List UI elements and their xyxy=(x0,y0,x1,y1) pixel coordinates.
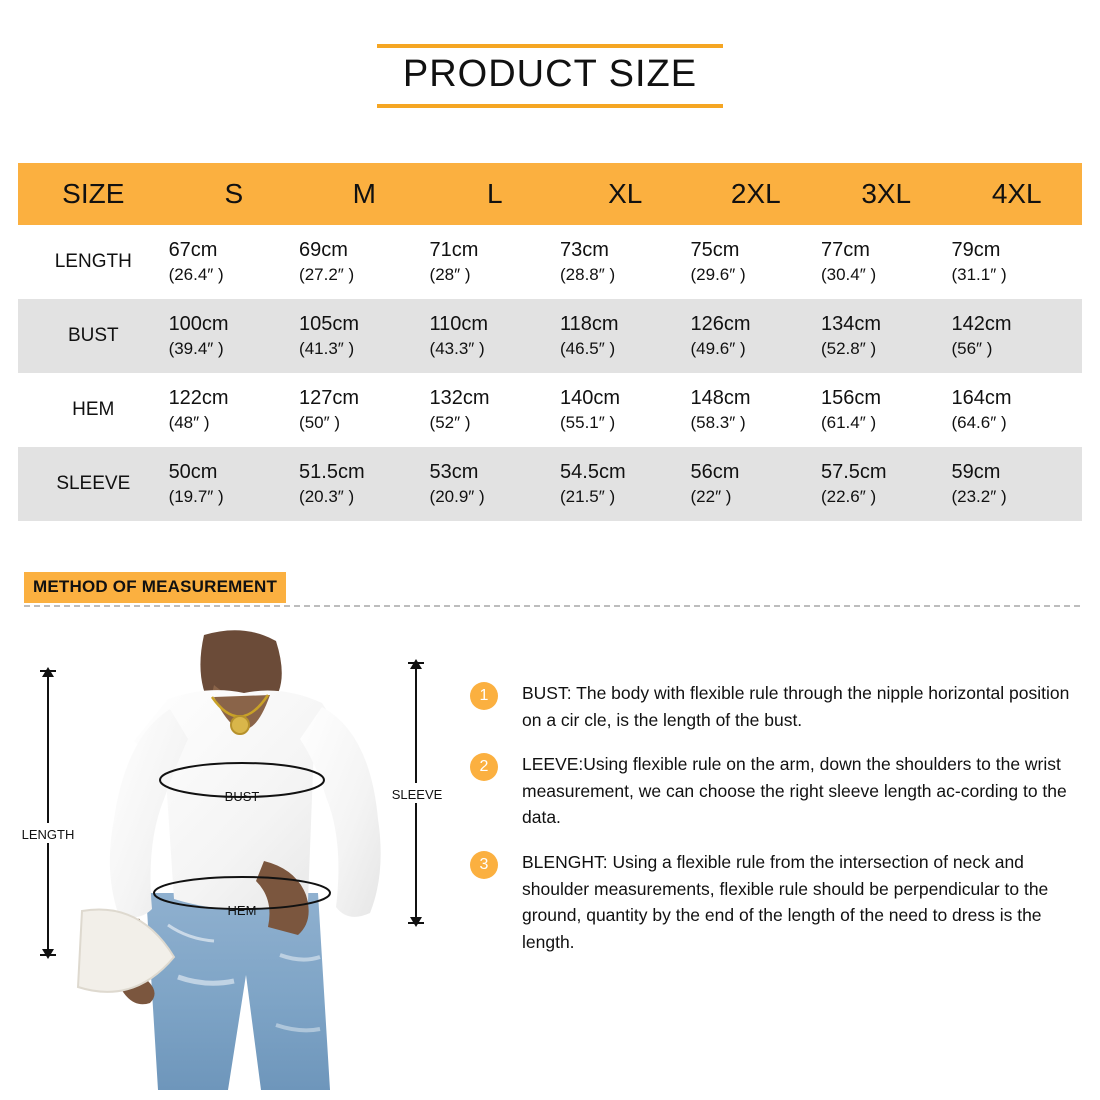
cell-bust-m xyxy=(299,299,429,373)
cell-sleeve-3xl xyxy=(821,447,951,521)
cell-bust-2xl xyxy=(691,299,821,373)
value-inch: (22.6″ ) xyxy=(820,487,877,507)
value-cm: 67cm xyxy=(168,239,218,262)
value-inch: (50″ ) xyxy=(299,413,341,433)
value-cm: 105cm xyxy=(299,313,360,336)
page-title: PRODUCT SIZE xyxy=(377,44,723,108)
illustration-label-length: LENGTH xyxy=(21,827,75,842)
value-inch: (27.2″ ) xyxy=(299,265,355,285)
cell-hem-m xyxy=(299,373,429,447)
size-table xyxy=(18,163,1082,521)
table-row xyxy=(18,299,1082,373)
value-inch: (48″ ) xyxy=(168,413,210,433)
value-inch: (56″ ) xyxy=(951,339,993,359)
note-text-sleeve: LEEVE:Using flexible rule on the arm, down the shoulders to the wrist measurement, we can choose the right sleeve length ac-cording to the data. xyxy=(522,754,1067,828)
value-inch: (43.3″ ) xyxy=(429,339,485,359)
cell-length-xl xyxy=(560,225,690,299)
value-inch: (23.2″ ) xyxy=(951,487,1007,507)
value-cm: 126cm xyxy=(690,313,751,336)
table-header-2xl: 2XL xyxy=(730,178,781,209)
value-cm: 56cm xyxy=(690,461,740,484)
measurement-illustration xyxy=(18,625,468,1090)
value-inch: (22″ ) xyxy=(690,487,732,507)
table-header-m: M xyxy=(352,178,376,209)
method-of-measurement-label: METHOD OF MEASUREMENT xyxy=(24,572,286,603)
cell-hem-xl xyxy=(560,373,690,447)
row-label-bust: BUST xyxy=(67,325,119,346)
table-row xyxy=(18,447,1082,521)
note-item xyxy=(462,849,1080,955)
table-header-xl: XL xyxy=(608,178,643,209)
cell-sleeve-4xl xyxy=(951,447,1082,521)
dashed-divider xyxy=(24,605,1080,607)
cell-bust-s xyxy=(169,299,299,373)
cell-bust-xl xyxy=(560,299,690,373)
cell-hem-2xl xyxy=(691,373,821,447)
row-label-length: LENGTH xyxy=(54,251,132,272)
cell-sleeve-m xyxy=(299,447,429,521)
table-header-s: S xyxy=(224,178,244,209)
value-cm: 75cm xyxy=(690,239,740,262)
value-cm: 77cm xyxy=(820,239,870,262)
value-cm: 100cm xyxy=(168,313,229,336)
value-cm: 59cm xyxy=(951,461,1001,484)
illustration-label-sleeve: SLEEVE xyxy=(391,787,443,802)
value-inch: (52″ ) xyxy=(429,413,471,433)
value-cm: 148cm xyxy=(690,387,751,410)
cell-sleeve-s xyxy=(169,447,299,521)
value-cm: 71cm xyxy=(429,239,479,262)
note-text-length: BLENGHT: Using a flexible rule from the intersection of neck and shoulder measurements, flexible rule should be perpendicular to the ground, quantity by the end of the length of the need to dress is the length. xyxy=(522,851,1049,952)
value-inch: (28.8″ ) xyxy=(560,265,616,285)
table-header-l: L xyxy=(486,178,503,209)
table-row xyxy=(18,373,1082,447)
cell-length-l xyxy=(430,225,560,299)
note-number-2: 2 xyxy=(470,753,498,781)
value-inch: (26.4″ ) xyxy=(168,265,224,285)
value-cm: 79cm xyxy=(951,239,1001,262)
value-inch: (55.1″ ) xyxy=(560,413,616,433)
value-inch: (61.4″ ) xyxy=(820,413,877,433)
value-inch: (39.4″ ) xyxy=(168,339,224,359)
cell-sleeve-2xl xyxy=(691,447,821,521)
note-text-bust: BUST: The body with flexible rule through the nipple horizontal position on a cir cle, is the length of the bust. xyxy=(522,683,1070,730)
value-inch: (46.5″ ) xyxy=(560,339,616,359)
table-header-3xl: 3XL xyxy=(861,178,912,209)
value-inch: (49.6″ ) xyxy=(690,339,746,359)
value-cm: 134cm xyxy=(820,313,882,336)
cell-hem-3xl xyxy=(821,373,951,447)
illustration-label-bust: BUST xyxy=(224,789,260,804)
value-cm: 73cm xyxy=(560,239,609,262)
value-cm: 132cm xyxy=(429,387,490,410)
row-label-sleeve: SLEEVE xyxy=(56,473,131,494)
cell-hem-l xyxy=(430,373,560,447)
value-inch: (41.3″ ) xyxy=(299,339,355,359)
value-cm: 110cm xyxy=(429,313,489,336)
cell-bust-3xl xyxy=(821,299,951,373)
cell-hem-s xyxy=(169,373,299,447)
cell-sleeve-l xyxy=(430,447,560,521)
value-inch: (29.6″ ) xyxy=(690,265,746,285)
value-inch: (19.7″ ) xyxy=(168,487,224,507)
value-cm: 69cm xyxy=(299,239,348,262)
table-header-size: SIZE xyxy=(62,178,125,209)
cell-hem-4xl xyxy=(951,373,1082,447)
cell-bust-4xl xyxy=(951,299,1082,373)
value-cm: 164cm xyxy=(951,387,1012,410)
value-inch: (64.6″ ) xyxy=(951,413,1007,433)
value-inch: (28″ ) xyxy=(429,265,471,285)
value-inch: (52.8″ ) xyxy=(820,339,877,359)
value-cm: 142cm xyxy=(951,313,1012,336)
cell-length-s xyxy=(169,225,299,299)
row-label-hem: HEM xyxy=(72,399,115,420)
value-inch: (58.3″ ) xyxy=(690,413,746,433)
cell-bust-l xyxy=(430,299,560,373)
value-cm: 51.5cm xyxy=(299,461,365,484)
note-item xyxy=(462,751,1080,831)
cell-length-4xl xyxy=(951,225,1082,299)
value-inch: (20.3″ ) xyxy=(299,487,355,507)
illustration-label-hem: HEM xyxy=(227,903,257,918)
cell-length-m xyxy=(299,225,429,299)
value-inch: (30.4″ ) xyxy=(820,265,877,285)
value-cm: 53cm xyxy=(429,461,479,484)
table-header-4xl: 4XL xyxy=(991,178,1042,209)
table-header-row xyxy=(18,163,1082,225)
note-number-3: 3 xyxy=(470,851,498,879)
cell-length-3xl xyxy=(821,225,951,299)
value-cm: 127cm xyxy=(299,387,360,410)
value-cm: 140cm xyxy=(560,387,621,410)
value-inch: (31.1″ ) xyxy=(951,265,1007,285)
measurement-notes xyxy=(462,680,1080,973)
note-item xyxy=(462,680,1080,733)
value-cm: 118cm xyxy=(560,313,619,336)
value-inch: (20.9″ ) xyxy=(429,487,485,507)
cell-sleeve-xl xyxy=(560,447,690,521)
table-row xyxy=(18,225,1082,299)
note-number-1: 1 xyxy=(470,682,498,710)
value-cm: 54.5cm xyxy=(560,461,626,484)
value-cm: 122cm xyxy=(168,387,229,410)
cell-length-2xl xyxy=(691,225,821,299)
value-cm: 50cm xyxy=(168,461,218,484)
value-cm: 156cm xyxy=(820,387,882,410)
page-title-wrapper xyxy=(0,44,1100,108)
value-cm: 57.5cm xyxy=(820,461,887,484)
value-inch: (21.5″ ) xyxy=(560,487,616,507)
